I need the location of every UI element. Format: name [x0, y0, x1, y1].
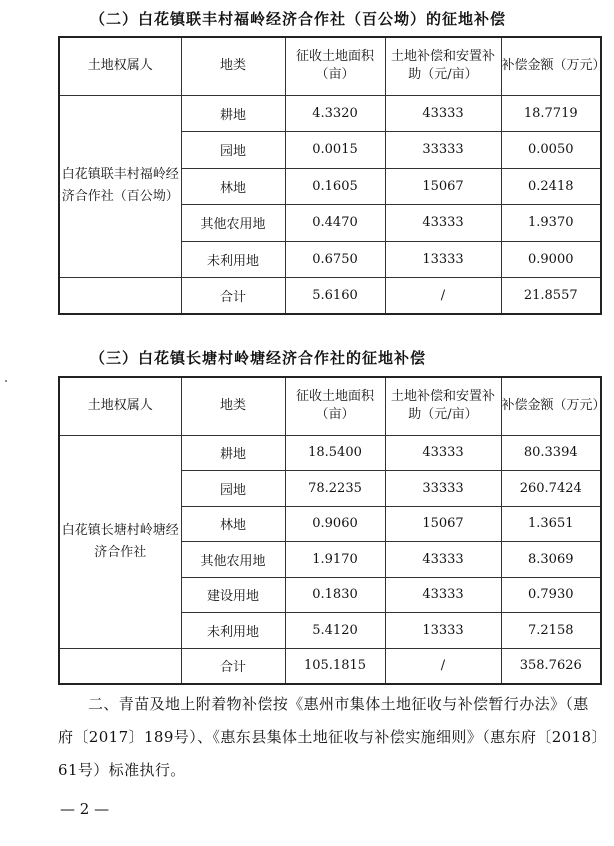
section2-title: （二）白花镇联丰村福岭经济合作社（百公坳）的征地补偿	[90, 10, 507, 28]
rate-cell: 33333	[385, 132, 501, 169]
table-row	[59, 278, 601, 315]
land-type-cell: 未利用地	[181, 241, 285, 278]
area-cell: 105.1815	[285, 648, 385, 684]
rate-cell: 15067	[385, 168, 501, 205]
area-cell: 0.1830	[285, 577, 385, 613]
rate-cell: 43333	[385, 435, 501, 471]
owner-cell: 白花镇联丰村福岭经济合作社（百公坳）	[59, 95, 181, 278]
amount-cell: 1.9370	[501, 205, 601, 242]
amount-cell: 21.8557	[501, 278, 601, 315]
rate-cell: /	[385, 278, 501, 315]
land-type-cell: 合计	[181, 278, 285, 315]
rate-cell: 43333	[385, 205, 501, 242]
area-cell: 5.4120	[285, 613, 385, 649]
land-type-cell: 园地	[181, 471, 285, 507]
amount-cell: 0.2418	[501, 168, 601, 205]
area-cell: 0.1605	[285, 168, 385, 205]
table-row	[59, 95, 601, 132]
land-type-cell: 耕地	[181, 95, 285, 132]
amount-cell: 1.3651	[501, 506, 601, 542]
header-amount: 补偿金额（万元）	[501, 377, 601, 435]
header-land-type: 地类	[181, 37, 285, 95]
header-rate: 土地补偿和安置补助（元/亩）	[385, 377, 501, 435]
area-cell: 1.9170	[285, 542, 385, 578]
table-row	[59, 435, 601, 471]
area-cell: 5.6160	[285, 278, 385, 315]
section3-table	[58, 376, 606, 685]
amount-cell: 18.7719	[501, 95, 601, 132]
rate-cell: 15067	[385, 506, 501, 542]
header-rate: 土地补偿和安置补助（元/亩）	[385, 37, 501, 95]
rate-cell: /	[385, 648, 501, 684]
body-paragraph	[58, 688, 603, 787]
land-type-cell: 其他农用地	[181, 542, 285, 578]
page-number: — 2 —	[60, 800, 110, 818]
table-header-row	[59, 37, 601, 95]
amount-cell: 260.7424	[501, 471, 601, 507]
land-type-cell: 建设用地	[181, 577, 285, 613]
rate-cell: 43333	[385, 542, 501, 578]
area-cell: 0.6750	[285, 241, 385, 278]
table-row	[59, 648, 601, 684]
amount-cell: 358.7626	[501, 648, 601, 684]
owner-cell: 白花镇长塘村岭塘经济合作社	[59, 435, 181, 648]
owner-cell-empty	[59, 648, 181, 684]
area-cell: 0.4470	[285, 205, 385, 242]
header-owner: 土地权属人	[59, 377, 181, 435]
rate-cell: 33333	[385, 471, 501, 507]
section2-table	[58, 36, 606, 315]
header-owner: 土地权属人	[59, 37, 181, 95]
land-type-cell: 耕地	[181, 435, 285, 471]
land-type-cell: 园地	[181, 132, 285, 169]
rate-cell: 43333	[385, 95, 501, 132]
land-type-cell: 林地	[181, 168, 285, 205]
scan-speck	[5, 380, 7, 382]
amount-cell: 0.7930	[501, 577, 601, 613]
land-type-cell: 未利用地	[181, 613, 285, 649]
rate-cell: 13333	[385, 613, 501, 649]
table-header-row	[59, 377, 601, 435]
amount-cell: 7.2158	[501, 613, 601, 649]
section3-title: （三）白花镇长塘村岭塘经济合作社的征地补偿	[90, 349, 427, 367]
land-type-cell: 合计	[181, 648, 285, 684]
area-cell: 78.2235	[285, 471, 385, 507]
amount-cell: 80.3394	[501, 435, 601, 471]
land-type-cell: 其他农用地	[181, 205, 285, 242]
amount-cell: 0.0050	[501, 132, 601, 169]
header-area: 征收土地面积（亩）	[285, 37, 385, 95]
owner-cell-empty	[59, 278, 181, 315]
amount-cell: 0.9000	[501, 241, 601, 278]
paragraph-text: 二、青苗及地上附着物补偿按《惠州市集体土地征收与补偿暂行办法》（惠府〔2017〕189号）、《惠东县集体土地征收与补偿实施细则》（惠东府〔2018〕61号）标准执行。	[58, 695, 600, 779]
land-type-cell: 林地	[181, 506, 285, 542]
area-cell: 18.5400	[285, 435, 385, 471]
header-amount: 补偿金额（万元）	[501, 37, 601, 95]
header-land-type: 地类	[181, 377, 285, 435]
rate-cell: 43333	[385, 577, 501, 613]
area-cell: 0.0015	[285, 132, 385, 169]
area-cell: 4.3320	[285, 95, 385, 132]
rate-cell: 13333	[385, 241, 501, 278]
amount-cell: 8.3069	[501, 542, 601, 578]
header-area: 征收土地面积（亩）	[285, 377, 385, 435]
area-cell: 0.9060	[285, 506, 385, 542]
